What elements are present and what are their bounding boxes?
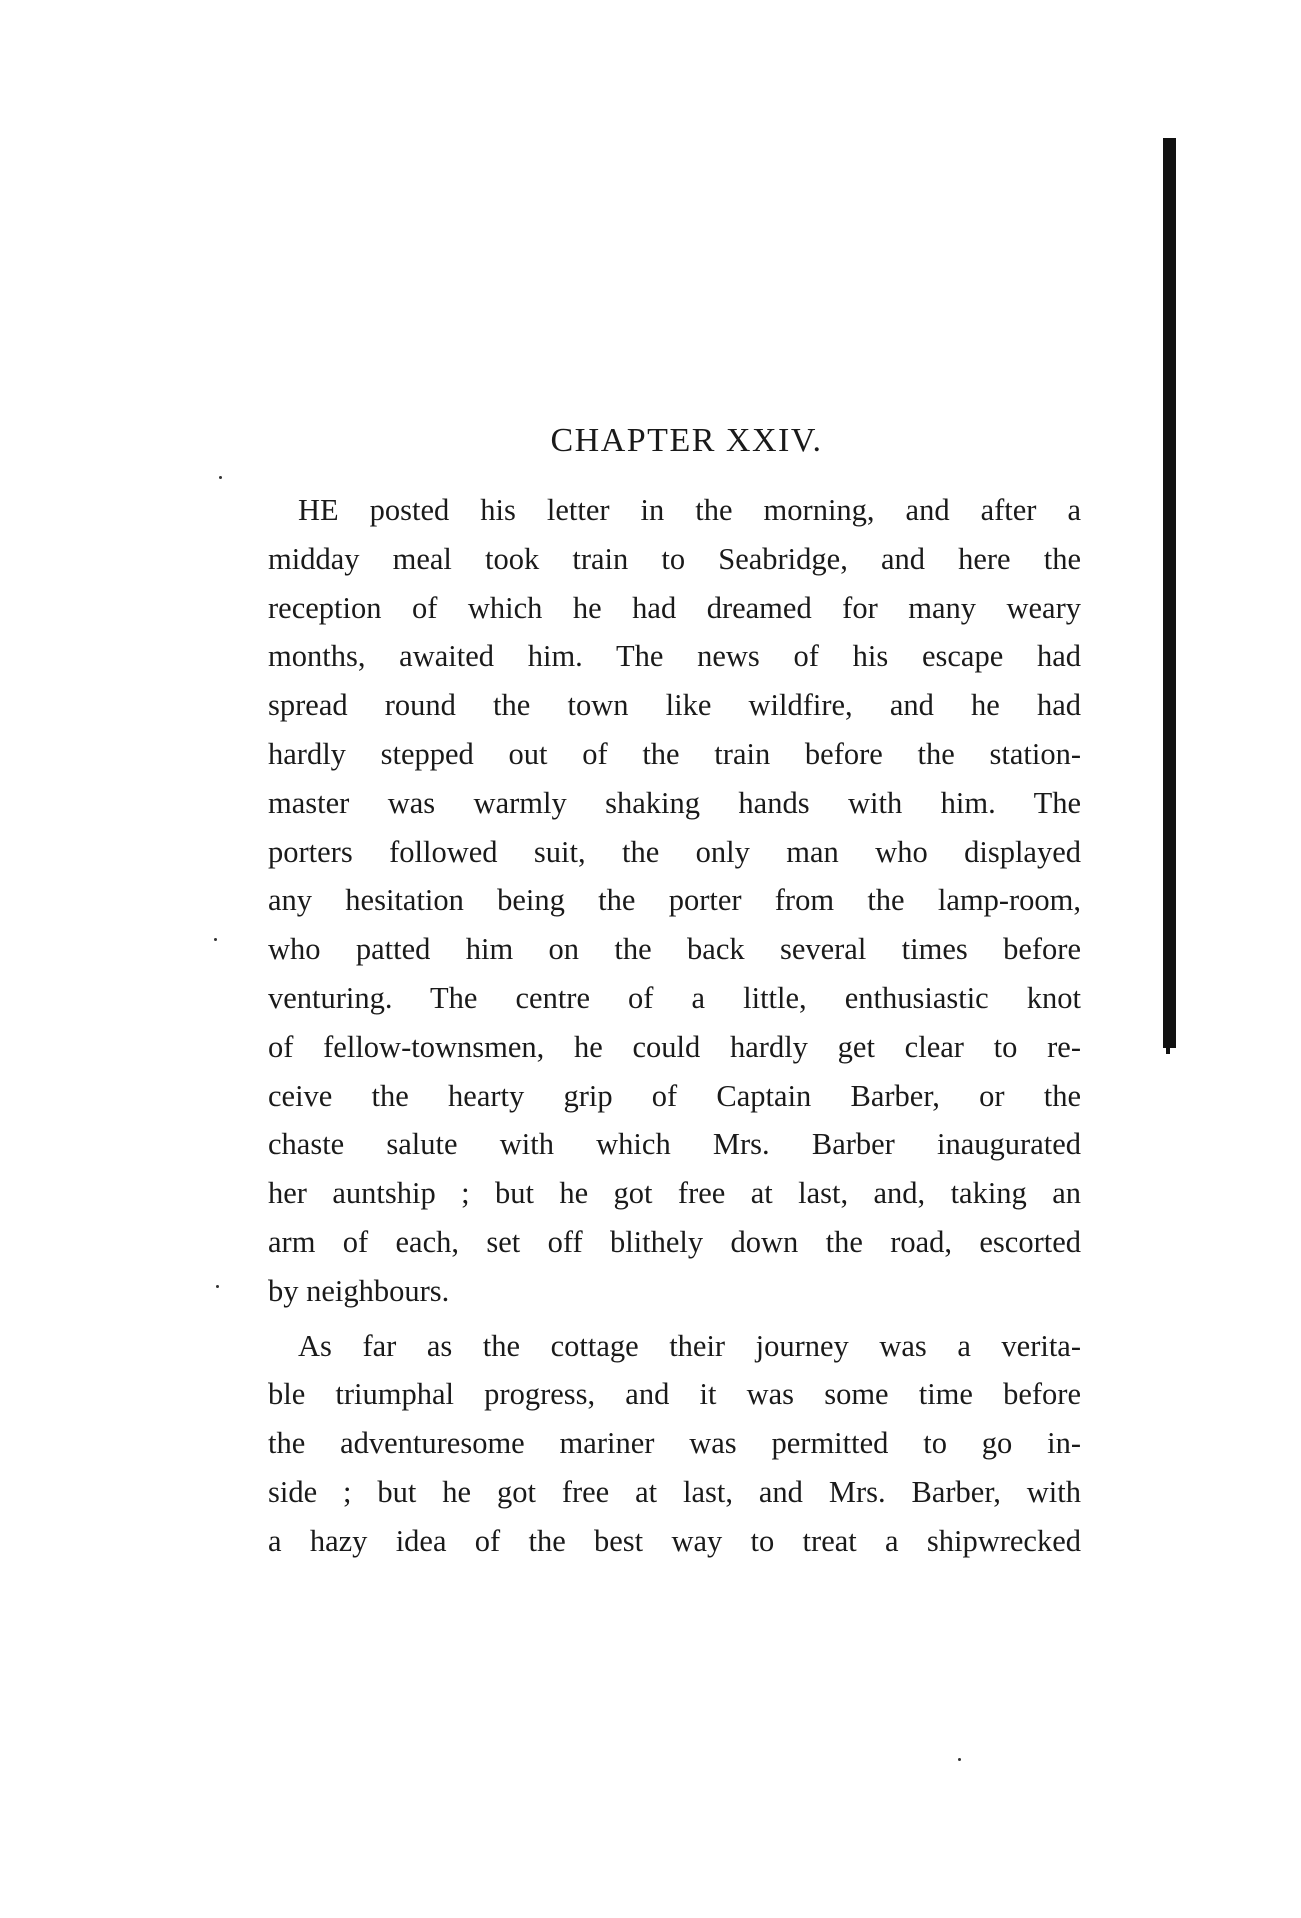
paragraph	[268, 486, 1081, 1316]
text-line: side ; but he got free at last, and Mrs. Barber, with	[268, 1474, 1081, 1509]
text-line: HE posted his letter in the morning, and after a	[298, 493, 1081, 527]
text-line: porters followed suit, the only man who displayed	[268, 834, 1081, 869]
scan-speck	[958, 1758, 961, 1761]
text-line: venturing. The centre of a little, enthusiastic knot	[268, 980, 1081, 1015]
body-text	[268, 486, 1081, 1566]
text-line: ble triumphal progress, and it was some time before	[268, 1377, 1081, 1412]
text-line: master was warmly shaking hands with him. The	[268, 785, 1081, 820]
scan-speck	[214, 938, 217, 941]
text-line: ceive the hearty grip of Captain Barber, or the	[268, 1078, 1081, 1113]
text-line: reception of which he had dreamed for many weary	[268, 590, 1081, 625]
text-line: by neighbours.	[268, 1273, 450, 1308]
text-line: As far as the cottage their journey was a verita-	[298, 1328, 1081, 1363]
text-line: months, awaited him. The news of his escape had	[268, 639, 1081, 674]
text-line: her auntship ; but he got free at last, and, taking an	[268, 1176, 1081, 1211]
text-line: chaste salute with which Mrs. Barber inaugurated	[268, 1127, 1081, 1162]
text-line: of fellow-townsmen, he could hardly get clear to re-	[268, 1029, 1081, 1064]
text-line: spread round the town like wildfire, and he had	[268, 688, 1081, 723]
scan-edge-shadow-tail	[1166, 1040, 1170, 1054]
text-line: the adventuresome mariner was permitted to go in-	[268, 1426, 1081, 1461]
text-line: arm of each, set off blithely down the road, escorted	[268, 1224, 1081, 1259]
scan-speck	[216, 1285, 219, 1288]
text-line: a hazy idea of the best way to treat a shipwrecked	[268, 1523, 1081, 1558]
text-line: any hesitation being the porter from the lamp-room,	[268, 883, 1081, 918]
text-line: who patted him on the back several times before	[268, 932, 1081, 967]
text-line: hardly stepped out of the train before the station-	[268, 736, 1081, 771]
scan-edge-shadow	[1163, 138, 1176, 1048]
scan-speck	[219, 476, 222, 479]
paragraph	[268, 1322, 1081, 1566]
chapter-heading: CHAPTER XXIV.	[550, 422, 823, 459]
text-line: midday meal took train to Seabridge, and here the	[268, 541, 1081, 576]
